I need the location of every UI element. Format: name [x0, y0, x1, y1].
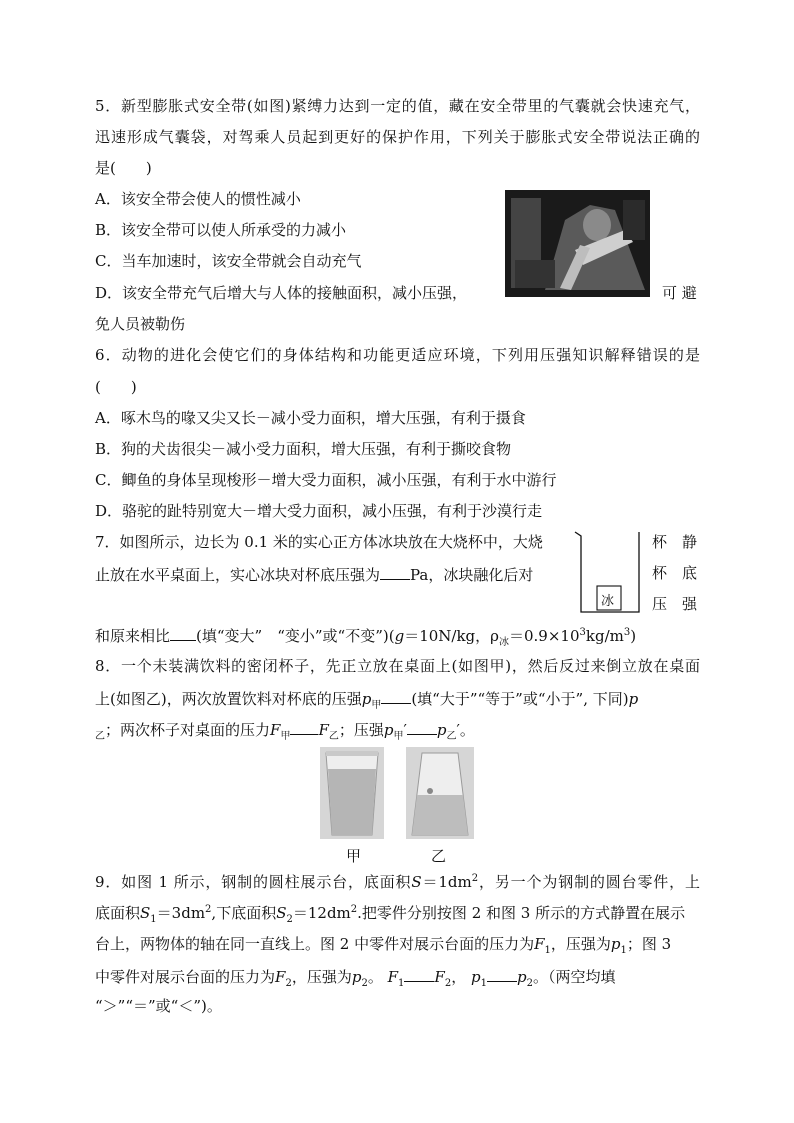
ice-cube-label: 冰 — [601, 594, 615, 609]
q9-line3: 台上，两物体的轴在同一直线上。图 2 中零件对展示台面的压力为$F_1$，压强为$p_1$；图 3 — [95, 935, 672, 956]
q7-blank-change[interactable] — [170, 624, 196, 641]
q7-line2: 止放在水平桌面上，实心冰块对杯底压强为 Pa，冰块融化后对 — [95, 563, 565, 585]
q8-line1: 8．一个未装满饮料的密闭杯子，先正立放在桌面上(如图甲)，然后反过来倒立放在桌面 — [95, 657, 700, 675]
seatbelt-airbag-photo — [505, 190, 650, 297]
q9-line2: 底面积$S_1=3dm^2$,下底面积$S_2=12dm^2$.把零件分别按图 2 和图 3 所示的方式静置在展示 — [95, 904, 686, 925]
q5-option-c: C．当车加速时，该安全带就会自动充气 — [95, 252, 362, 270]
cup-upright-photo — [320, 747, 384, 839]
q9-blank-pressure[interactable] — [487, 965, 517, 982]
q7-line3-right: 压 强 — [652, 595, 698, 613]
q5-option-d-tail: 可 避 — [662, 284, 697, 302]
q7-line4: 和原来相比 (填“变大” “变小”或“不变”)(g＝10N/kg，$\rho_冰=0.9\times 10^3kg/m^3$) — [95, 624, 700, 646]
q6-option-b: B．狗的犬齿很尖－减小受力面积，增大压强，有利于撕咬食物 — [95, 440, 512, 458]
q7-line1: 7．如图所示，边长为 0.1 米的实心正方体冰块放在大烧杯中，大烧 — [95, 533, 543, 551]
q7-line2-right: 杯 底 — [652, 564, 698, 582]
caption-jia: 甲 — [346, 847, 362, 865]
q8-blank-3[interactable] — [407, 718, 437, 735]
q9-line5: “＞”“＝”或“＜”)。 — [95, 997, 222, 1015]
q6-line1: 6．动物的进化会使它们的身体结构和功能更适应环境，下列用压强知识解释错误的是 — [95, 346, 700, 364]
q5-option-d: D．该安全带充气后增大与人体的接触面积，减小压强， — [95, 284, 468, 302]
q6-option-c: C．鲫鱼的身体呈现梭形－增大受力面积，减小压强，有利于水中游行 — [95, 471, 557, 489]
q9-line4: 中零件对展示台面的压力为$F_2$，压强为$p_2$。 $F_1$ $F_2$， $p_1$ $p_2$。（两空均填 — [95, 965, 700, 987]
q5-line2: 迅速形成气囊袋，对驾乘人员起到更好的保护作用，下列关于膨胀式安全带说法正确的 — [95, 128, 700, 146]
q6-option-d: D．骆驼的趾特别宽大－增大受力面积，减小压强，有利于沙漠行走 — [95, 502, 543, 520]
q5-line1: 5．新型膨胀式安全带(如图)紧缚力达到一定的值，藏在安全带里的气囊就会快速充气， — [95, 97, 700, 115]
q8-blank-2[interactable] — [290, 718, 318, 735]
q7-line1-right: 杯 静 — [652, 533, 698, 551]
q9-line1: 9．如图 1 所示，钢制的圆柱展示台，底面积$S=1dm^2$，另一个为钢制的圆台零件，上 — [95, 873, 700, 891]
cup-inverted-photo — [406, 747, 474, 839]
q7-blank-pressure[interactable] — [380, 563, 410, 580]
q5-option-b: B．该安全带可以使人所承受的力减小 — [95, 221, 347, 239]
q5-option-d-cont: 免人员被勒伤 — [95, 315, 186, 333]
q5-line3: 是( ) — [95, 159, 152, 177]
q8-blank-1[interactable] — [381, 687, 411, 704]
q5-option-a: A．该安全带会使人的惯性减小 — [95, 190, 301, 208]
q6-option-a: A．啄木鸟的喙又尖又长－减小受力面积，增大压强，有利于摄食 — [95, 409, 526, 427]
q8-line3: $_乙$；两次杯子对桌面的压力$F_甲$ $F_乙$；压强$p_甲'$ $p_乙'$。 — [95, 718, 700, 740]
q9-blank-force[interactable] — [404, 965, 434, 982]
q8-line2: 上(如图乙)，两次放置饮料对杯底的压强$p_甲$ (填“大于”“等于”或“小于”, 下同)p — [95, 687, 700, 709]
caption-yi: 乙 — [431, 847, 447, 865]
q6-line2: ( ) — [95, 378, 137, 396]
